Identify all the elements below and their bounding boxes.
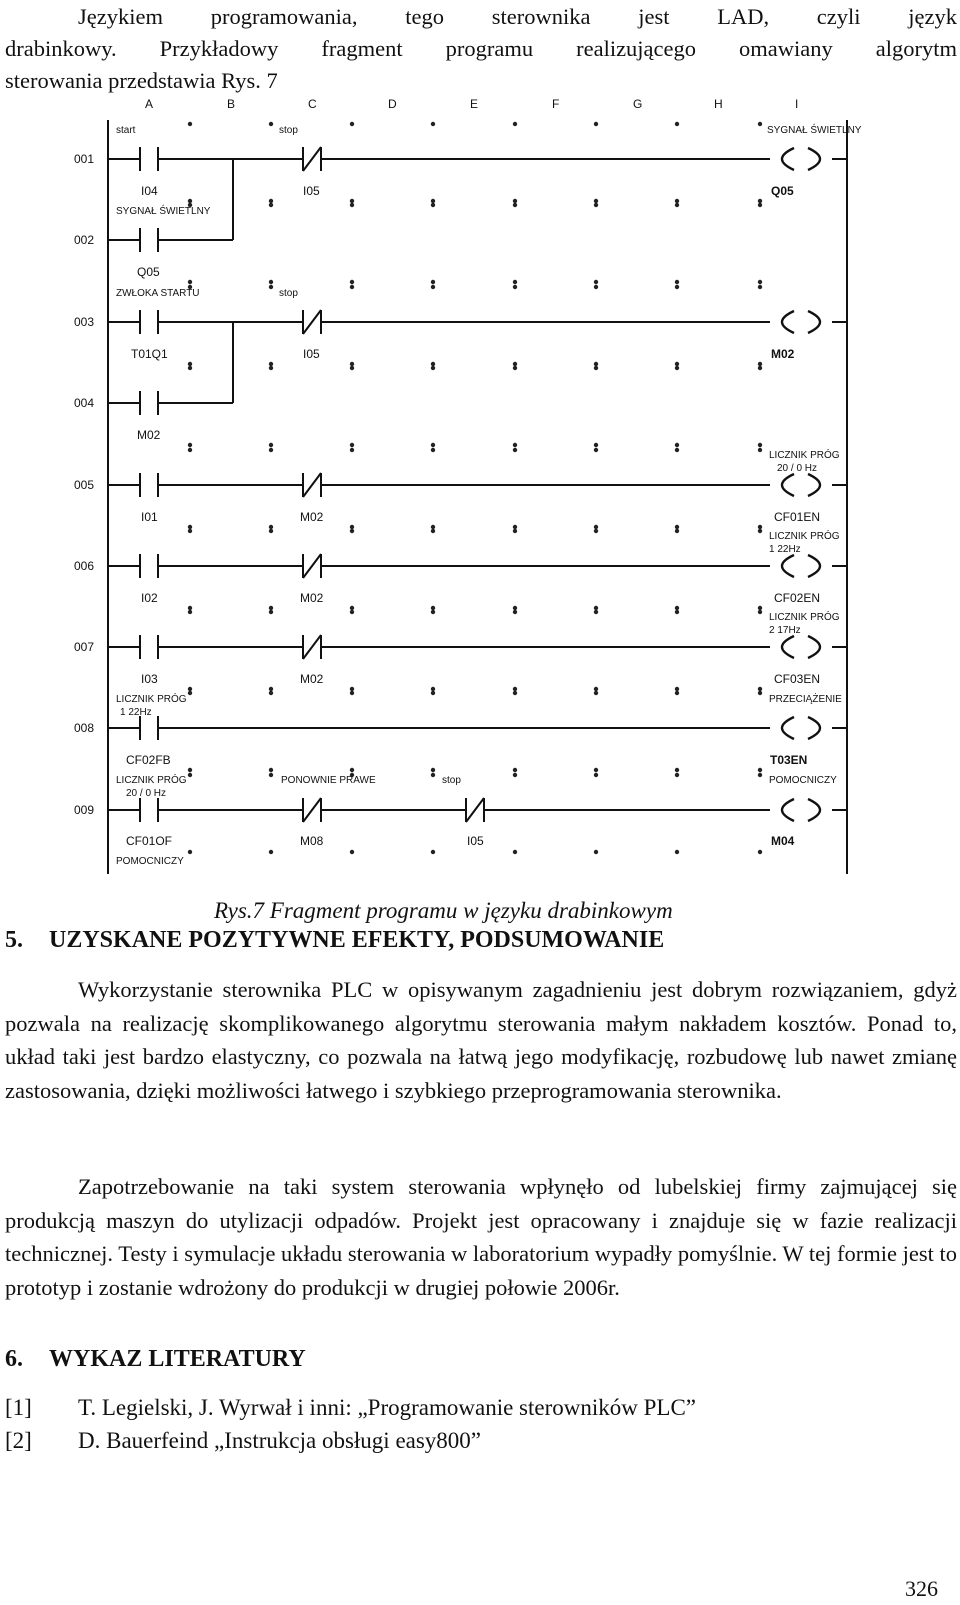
grid-dot (431, 362, 435, 366)
grid-dot (513, 448, 517, 452)
grid-dot (513, 122, 517, 126)
column-header: H (714, 97, 723, 111)
grid-dot (513, 443, 517, 447)
op-r9e: I05 (467, 834, 484, 848)
label-start: start (116, 125, 136, 136)
grid-dot (675, 366, 679, 370)
grid-dot (188, 691, 192, 695)
label-licznik-2: LICZNIK PRÓG (769, 612, 840, 623)
label-pomocniczy-coil: POMOCNICZY (769, 775, 837, 786)
wiring (108, 120, 847, 874)
grid-dot (513, 606, 517, 610)
op-r9c: M08 (300, 834, 324, 848)
grid-dot (758, 199, 762, 203)
grid-dot (350, 768, 354, 772)
grid-dot (431, 687, 435, 691)
contact-no (140, 147, 158, 171)
grid-dot (513, 285, 517, 289)
grid-dot (513, 610, 517, 614)
grid-dot (431, 850, 435, 854)
grid-dot (431, 203, 435, 207)
op-r3a: T01Q1 (131, 347, 168, 361)
column-header: B (227, 97, 236, 111)
grid-dot (431, 691, 435, 695)
column-header: C (308, 97, 317, 111)
grid-dot (675, 687, 679, 691)
grid-dot (513, 366, 517, 370)
grid-dot (594, 773, 598, 777)
coils (782, 148, 820, 821)
grid-dot (188, 443, 192, 447)
op-r5a: I01 (141, 510, 158, 524)
grid-dot (188, 768, 192, 772)
grid-dot (269, 443, 273, 447)
op-r3i: M02 (771, 347, 795, 361)
grid-dot (350, 525, 354, 529)
coil (782, 148, 820, 170)
reference-1-number: [1] (5, 1395, 32, 1420)
grid-dot (513, 199, 517, 203)
grid-dot (350, 610, 354, 614)
label-stop-3: stop (279, 288, 298, 299)
grid-dot (675, 850, 679, 854)
contact-nc (303, 798, 321, 822)
coil (782, 311, 820, 333)
grid-dot (350, 122, 354, 126)
grid-dot (188, 606, 192, 610)
column-header: E (470, 97, 479, 111)
grid-dot (431, 606, 435, 610)
grid-dot (350, 850, 354, 854)
grid-dot (675, 691, 679, 695)
grid-dot (594, 525, 598, 529)
grid-dot (350, 285, 354, 289)
row-number: 003 (74, 315, 95, 329)
coil (782, 636, 820, 658)
grid-dot (431, 768, 435, 772)
op-r6a: I02 (141, 591, 158, 605)
coil (782, 474, 820, 496)
grid-dot (513, 850, 517, 854)
contact-no (140, 635, 158, 659)
grid-dot (188, 850, 192, 854)
op-r1i: Q05 (771, 184, 794, 198)
op-r7i: CF03EN (774, 672, 821, 686)
grid-dot (594, 448, 598, 452)
intro-line-1: Językiem programowania, tego sterownika jest LAD, czyli język (78, 4, 957, 29)
grid-dot (675, 285, 679, 289)
grid-dot (758, 366, 762, 370)
coil (782, 799, 820, 821)
grid-dot (594, 203, 598, 207)
op-r3c: I05 (303, 347, 320, 361)
grid-dot (188, 529, 192, 533)
grid-dot (675, 203, 679, 207)
grid-dot (675, 443, 679, 447)
op-r6i: CF02EN (774, 591, 821, 605)
section-6-number: 6. (5, 1346, 23, 1372)
coil (782, 555, 820, 577)
grid-dot (188, 687, 192, 691)
grid-dot (758, 443, 762, 447)
reference-2-text: D. Bauerfeind „Instrukcja obsługi easy800” (78, 1428, 482, 1453)
grid-dot (269, 773, 273, 777)
grid-dot (675, 199, 679, 203)
grid-dot (269, 610, 273, 614)
grid-dot (350, 203, 354, 207)
grid-dot (269, 606, 273, 610)
grid-dot (675, 525, 679, 529)
grid-dot (758, 280, 762, 284)
label-licznik-9: LICZNIK PRÓG (116, 775, 187, 786)
column-header: D (388, 97, 397, 111)
op-r5c: M02 (300, 510, 324, 524)
grid-dot (675, 122, 679, 126)
grid-dot (513, 529, 517, 533)
contact-no (140, 554, 158, 578)
contact-no (140, 391, 158, 415)
column-header: A (145, 97, 154, 111)
section-5-title: UZYSKANE POZYTYWNE EFEKTY, PODSUMOWANIE (49, 927, 665, 953)
contact-no (140, 473, 158, 497)
row-number: 002 (74, 233, 95, 247)
contact-nc (303, 635, 321, 659)
label-stop: stop (279, 125, 298, 136)
operand-labels (126, 184, 820, 848)
grid-dot (513, 362, 517, 366)
reference-2-number: [2] (5, 1428, 32, 1453)
row-number: 009 (74, 803, 95, 817)
contact-nc (466, 798, 484, 822)
label-zwloka: ZWŁOKA STARTU (116, 288, 200, 299)
grid-dot (188, 610, 192, 614)
grid-dot (675, 529, 679, 533)
grid-dot (269, 366, 273, 370)
column-header: I (795, 97, 799, 111)
grid-dot (513, 687, 517, 691)
grid-dot (513, 773, 517, 777)
grid-dot (350, 691, 354, 695)
reference-2 (5, 1428, 481, 1454)
grid-dot (758, 529, 762, 533)
grid-dot (758, 448, 762, 452)
grid-dot (758, 850, 762, 854)
grid-dot (758, 768, 762, 772)
grid-dot (431, 280, 435, 284)
section-6-heading (5, 1346, 306, 1373)
grid-dot (675, 773, 679, 777)
grid-dot (350, 366, 354, 370)
grid-dot (758, 606, 762, 610)
grid-dot (188, 199, 192, 203)
contact-nc (303, 310, 321, 334)
grid-dot (513, 691, 517, 695)
label-pomocniczy: POMOCNICZY (116, 856, 184, 867)
grid-dot (431, 529, 435, 533)
op-r8i: T03EN (770, 753, 808, 767)
label-ponownie: PONOWNIE PRAWE (281, 775, 376, 786)
grid-dot (758, 525, 762, 529)
reference-1 (5, 1395, 696, 1421)
grid-dot (594, 850, 598, 854)
grid-dot (594, 362, 598, 366)
grid-dot (675, 280, 679, 284)
op-r8a: CF02FB (126, 753, 171, 767)
grid-dot (350, 362, 354, 366)
grid-dot (594, 768, 598, 772)
contact-nc (303, 473, 321, 497)
op-r1c: I05 (303, 184, 320, 198)
grid-dot (188, 448, 192, 452)
label-licznik-9-hz: 20 / 0 Hz (126, 788, 167, 799)
page-number: 326 (905, 1576, 938, 1601)
row-number: 001 (74, 152, 95, 166)
label-sygnal-contact: SYGNAŁ ŚWIETLNY (116, 206, 211, 217)
op-r9i: M04 (771, 834, 795, 848)
grid-dot (594, 691, 598, 695)
grid-dot (513, 525, 517, 529)
grid-dot (594, 443, 598, 447)
grid-dot (188, 122, 192, 126)
op-r1a: I04 (141, 184, 158, 198)
label-stop-9: stop (442, 775, 461, 786)
grid-dot (269, 687, 273, 691)
op-r2a: Q05 (137, 265, 160, 279)
grid-dot (758, 203, 762, 207)
grid-dot (675, 448, 679, 452)
grid-dot (269, 362, 273, 366)
row-number: 004 (74, 396, 95, 410)
section-5-paragraph-1: Wykorzystanie sterownika PLC w opisywanym zagadnieniu jest dobrym rozwiązaniem, gdyż pozwala na realizację skomplikowanego algorytmu sterowania małym nakładem kosztów. Ponad to, układ taki jest bardzo elastyczny, co pozwala na łatwą jego modyfikację, rozbudowę lub nawet zmianę zastosowania, dzięki możliwości łatwego i szybkiego przeprogramowania sterownika. (5, 977, 957, 1103)
grid-dot (431, 285, 435, 289)
section-6-title: WYKAZ LITERATURY (49, 1346, 306, 1372)
grid-dot (350, 443, 354, 447)
column-headers (145, 97, 798, 111)
grid-dot (758, 687, 762, 691)
grid-dot (594, 529, 598, 533)
grid-dot (758, 610, 762, 614)
grid-dot (269, 280, 273, 284)
grid-dot (350, 529, 354, 533)
grid-dot (513, 203, 517, 207)
grid-dot (758, 691, 762, 695)
label-licznik-8: LICZNIK PRÓG (116, 694, 187, 705)
grid-dot (431, 366, 435, 370)
grid-dot (758, 285, 762, 289)
grid-dot (269, 529, 273, 533)
grid-dot (350, 280, 354, 284)
row-numbers (74, 152, 94, 817)
op-r6c: M02 (300, 591, 324, 605)
row-number: 008 (74, 721, 95, 735)
grid-dot (350, 687, 354, 691)
intro-line-2: drabinkowy. Przykładowy fragment programu realizującego omawiany algorytm (5, 36, 957, 61)
label-licznik-20: LICZNIK PRÓG (769, 450, 840, 461)
coil (782, 717, 820, 739)
grid-dot (350, 199, 354, 203)
grid-dot (188, 525, 192, 529)
grid-dot (758, 362, 762, 366)
row-number: 005 (74, 478, 95, 492)
row-number: 006 (74, 559, 95, 573)
grid-dot (188, 366, 192, 370)
grid-dot (269, 203, 273, 207)
grid-dot (269, 122, 273, 126)
label-przeciazenie: PRZECIĄŻENIE (769, 694, 842, 705)
grid-dot (431, 448, 435, 452)
op-r7c: M02 (300, 672, 324, 686)
grid-dot (675, 610, 679, 614)
grid-dot (758, 122, 762, 126)
contact-no (140, 716, 158, 740)
grid-dot (675, 768, 679, 772)
grid-dot (675, 606, 679, 610)
grid-dot (431, 199, 435, 203)
grid-dot (350, 448, 354, 452)
grid-dot (594, 280, 598, 284)
contact-nc (303, 147, 321, 171)
grid-dot (594, 199, 598, 203)
grid-dot (269, 525, 273, 529)
column-header: G (633, 97, 643, 111)
grid-dot (350, 606, 354, 610)
row-number: 007 (74, 640, 95, 654)
section-5-paragraph-2: Zapotrzebowanie na taki system sterowania wpłynęło od lubelskiej firmy zajmującej się produkcją maszyn do utylizacji odpadów. Projekt jest opracowany i znajduje się w fazie realizacji technicznej. Testy i symulacje układu sterowania w laboratorium wypadły pomyślnie. W tej formie jest to prototyp i zostanie wdrożony do produkcji w drugiej połowie 2006r. (5, 1174, 957, 1300)
reference-1-text: T. Legielski, J. Wyrwał i inni: „Programowanie sterowników PLC” (78, 1395, 697, 1420)
grid-dot (431, 525, 435, 529)
grid-dot (758, 773, 762, 777)
label-licznik-1: LICZNIK PRÓG (769, 531, 840, 542)
contact-no (140, 228, 158, 252)
column-header: F (552, 97, 560, 111)
grid-dot (431, 122, 435, 126)
label-licznik-1-hz: 1 22Hz (769, 544, 801, 555)
label-licznik-20-hz: 20 / 0 Hz (777, 463, 818, 474)
grid-dot (188, 280, 192, 284)
op-r9a: CF01OF (126, 834, 173, 848)
diagram-labels (116, 123, 862, 867)
grid-dot (188, 773, 192, 777)
grid-dot (269, 691, 273, 695)
intro-line-3: sterowania przedstawia Rys. 7 (5, 68, 278, 93)
grid-dot (431, 443, 435, 447)
grid-dot (594, 606, 598, 610)
grid-dot (431, 610, 435, 614)
grid-dot (594, 285, 598, 289)
grid-dot (594, 687, 598, 691)
grid-dot (513, 768, 517, 772)
grid-dots (188, 122, 762, 854)
section-5-heading (5, 927, 664, 954)
op-r7a: I03 (141, 672, 158, 686)
figure-caption: Rys.7 Fragment programu w języku drabinkowym (214, 898, 673, 923)
contact-no (140, 310, 158, 334)
grid-dot (269, 448, 273, 452)
section-5-number: 5. (5, 927, 23, 953)
op-r4a: M02 (137, 428, 161, 442)
grid-dot (594, 610, 598, 614)
grid-dot (513, 280, 517, 284)
label-licznik-8-hz: 1 22Hz (120, 707, 152, 718)
op-r5i: CF01EN (774, 510, 821, 524)
grid-dot (269, 199, 273, 203)
grid-dot (269, 768, 273, 772)
contact-no (140, 798, 158, 822)
grid-dot (431, 773, 435, 777)
grid-dot (675, 362, 679, 366)
grid-dot (594, 122, 598, 126)
grid-dot (269, 850, 273, 854)
label-licznik-2-hz: 2 17Hz (769, 625, 801, 636)
grid-dot (594, 366, 598, 370)
contact-nc (303, 554, 321, 578)
grid-dot (269, 285, 273, 289)
ladder-diagram (0, 94, 960, 894)
label-sygnal-coil: SYGNAŁ ŚWIETLNY (767, 125, 862, 136)
grid-dot (188, 362, 192, 366)
